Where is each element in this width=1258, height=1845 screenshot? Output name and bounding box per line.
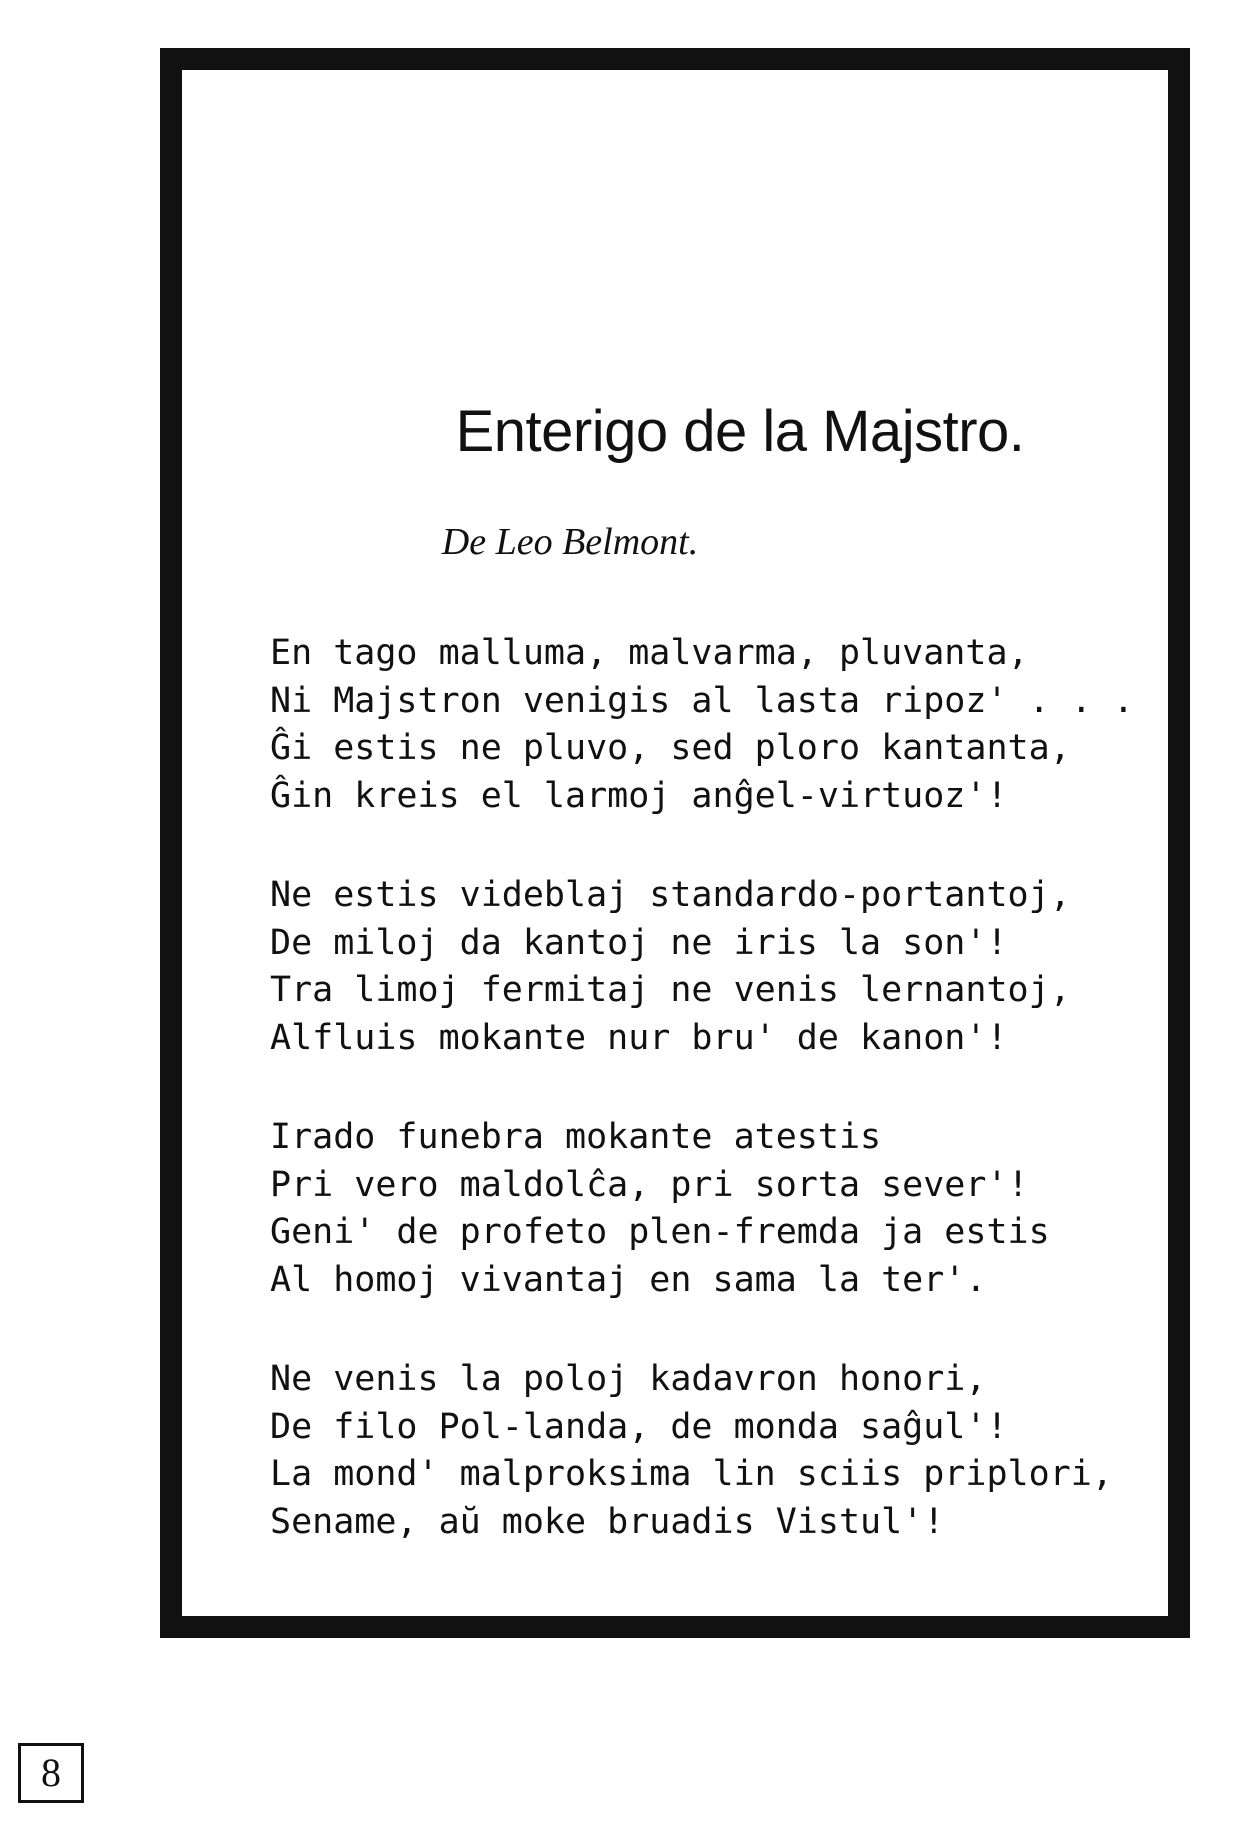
poem-line: Alfluis mokante nur bru' de kanon'! xyxy=(270,1017,1008,1058)
poem-line: Ne venis la poloj kadavron honori, xyxy=(270,1359,987,1399)
poem-line: Ni Majstron venigis al lasta ripoz' . . . xyxy=(270,680,1134,721)
poem-line: Geni' de profeto plen-fremda ja estis xyxy=(270,1212,1050,1252)
poem-line: Tra limoj fermitaj ne venis lernantoj, xyxy=(270,970,1071,1010)
page-number: 8 xyxy=(18,1743,84,1803)
poem-line: En tago malluma, malvarma, pluvanta, xyxy=(270,633,1029,673)
poem-line: Ne estis videblaj standardo-portantoj, xyxy=(270,875,1071,915)
poem-line: Irado funebra mokante atestis xyxy=(270,1117,882,1157)
poem-line: De filo Pol-landa, de monda saĝul'! xyxy=(270,1406,1008,1447)
poem-title: Enterigo de la Majstro. xyxy=(455,399,1025,464)
poem-line: La mond' malproksima lin sciis priplori, xyxy=(270,1454,1113,1494)
stanza-2 xyxy=(270,872,1170,1062)
stanza-3 xyxy=(270,1114,1170,1304)
poem-author: De Leo Belmont. xyxy=(441,521,699,563)
poem-line: Sename, aŭ moke bruadis Vistul'! xyxy=(270,1501,945,1542)
poem-line: De miloj da kantoj ne iris la son'! xyxy=(270,922,1008,963)
stanza-1 xyxy=(270,630,1170,820)
stanza-4 xyxy=(270,1356,1170,1546)
poem-body xyxy=(270,630,1170,1598)
poem-line: Ĝin kreis el larmoj anĝel-virtuoz'! xyxy=(270,775,1008,816)
poem-line: Pri vero maldolĉa, pri sorta sever'! xyxy=(270,1164,1029,1205)
poem-line: Al homoj vivantaj en sama la ter'. xyxy=(270,1259,987,1300)
poem-line: Ĝi estis ne pluvo, sed ploro kantanta, xyxy=(270,728,1071,768)
